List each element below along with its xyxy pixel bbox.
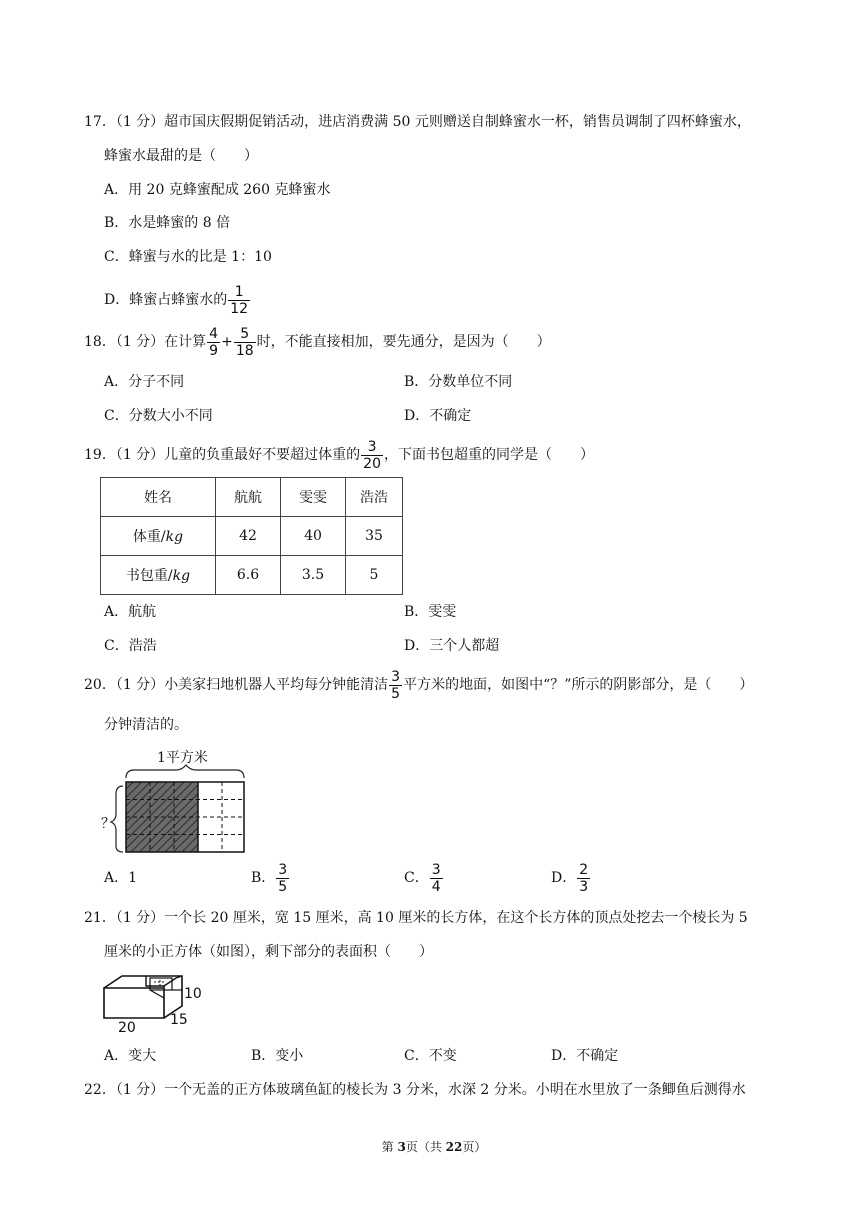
q18-option-d: D．不确定	[404, 408, 472, 424]
table-cell: 40	[281, 517, 346, 556]
q21-cuboid-figure	[100, 974, 210, 1034]
q20-figure-side-label: ？	[101, 816, 115, 832]
fraction-denominator: 4	[431, 878, 441, 895]
fraction-denominator: 18	[235, 342, 254, 359]
q20-option-a: A．1	[104, 870, 138, 886]
q20-option-d	[551, 860, 591, 896]
table-header-cell: 姓名	[101, 478, 216, 517]
table-header-cell: 航航	[216, 478, 281, 517]
row-label-unit: kg	[172, 568, 191, 584]
q20-figure-top-label: 1平方米	[157, 750, 208, 766]
row-label-text: 体重/	[132, 529, 166, 545]
q17-option-a: A．用 20 克蜂蜜配成 260 克蜂蜜水	[104, 182, 331, 198]
footer-text: 第	[381, 1140, 398, 1154]
q21-figure-width: 15	[170, 1012, 188, 1028]
q18-plus: +	[221, 334, 233, 350]
fraction-numerator: 3	[278, 861, 288, 878]
q17-stem-line1: 17．（1 分）超市国庆假期促销活动，进店消费满 50 元则赠送自制蜂蜜水一杯，销售员调制了四杯蜂蜜水，	[84, 114, 751, 130]
table-row	[101, 556, 403, 595]
footer-total-pages: 22	[445, 1140, 463, 1154]
q21-option-c: C．不变	[404, 1048, 457, 1064]
fraction-numerator: 3	[431, 861, 441, 878]
q20-option-c-fraction	[430, 862, 443, 895]
table-cell: 3.5	[281, 556, 346, 595]
table-cell: 35	[346, 517, 403, 556]
q20-option-b-fraction	[276, 862, 289, 895]
q21-option-a: A．变大	[104, 1048, 157, 1064]
table-row	[101, 478, 403, 517]
row-label-text: 书包重/	[125, 568, 173, 584]
table-row-label	[101, 517, 216, 556]
option-letter: D．	[551, 870, 577, 886]
footer-page-number: 3	[397, 1140, 406, 1154]
q20-stem-pre: 20．（1 分）小美家扫地机器人平均每分钟能清洁	[84, 677, 389, 693]
q20-option-b	[251, 860, 290, 896]
fraction-denominator: 20	[363, 455, 381, 472]
q19-option-b: B．雯雯	[404, 604, 457, 620]
q17-option-d-fraction	[228, 284, 250, 317]
q18-option-a: A．分子不同	[104, 374, 185, 390]
fraction-numerator: 1	[234, 283, 244, 300]
footer-text: 页）	[462, 1140, 487, 1154]
row-label-unit: kg	[165, 529, 184, 545]
q17-option-d	[104, 282, 251, 318]
option-letter: C．	[404, 870, 429, 886]
table-row	[101, 517, 403, 556]
q19-stem	[84, 437, 594, 473]
q20-stem-post: 平方米的地面，如图中“？”所示的阴影部分，是（ ）	[403, 677, 754, 693]
q17-option-d-text: D．蜂蜜占蜂蜜水的	[104, 292, 228, 308]
option-letter: B．	[251, 870, 276, 886]
q21-option-d: D．不确定	[551, 1048, 619, 1064]
q20-option-c	[404, 860, 444, 896]
fraction-denominator: 3	[579, 878, 589, 895]
table-cell: 5	[346, 556, 403, 595]
q19-option-d: D．三个人都超	[404, 638, 500, 654]
fraction-denominator: 9	[209, 342, 219, 359]
q20-fraction	[389, 669, 402, 702]
q18-stem-pre: 18．（1 分）在计算	[84, 334, 207, 350]
fraction-numerator: 3	[391, 668, 401, 685]
table-cell: 6.6	[216, 556, 281, 595]
q21-figure-length: 20	[118, 1020, 136, 1036]
table-cell: 42	[216, 517, 281, 556]
fraction-denominator: 12	[230, 300, 249, 317]
q20-option-d-fraction	[577, 862, 590, 895]
q18-stem-post: 时，不能直接相加，要先通分，是因为（ ）	[256, 334, 551, 350]
table-header-cell: 浩浩	[346, 478, 403, 517]
q18-option-c: C．分数大小不同	[104, 408, 213, 424]
fraction-denominator: 5	[391, 685, 401, 702]
q17-option-b: B．水是蜂蜜的 8 倍	[104, 215, 231, 231]
q21-figure-height: 10	[184, 986, 202, 1002]
q19-stem-post: ，下面书包超重的同学是（ ）	[384, 447, 594, 463]
fraction-denominator: 5	[278, 878, 288, 895]
q20-stem	[84, 667, 753, 703]
q18-fraction-2	[234, 326, 256, 359]
fraction-numerator: 2	[579, 861, 589, 878]
q19-option-c: C．浩浩	[104, 638, 157, 654]
q18-stem	[84, 324, 551, 360]
fraction-numerator: 3	[367, 438, 377, 455]
q19-weight-table	[100, 477, 403, 595]
q17-option-c: C．蜂蜜与水的比是 1：10	[104, 249, 272, 265]
q19-option-a: A．航航	[104, 604, 157, 620]
q21-stem-line1: 21．（1 分）一个长 20 厘米，宽 15 厘米，高 10 厘米的长方体，在这个长方体的顶点处挖去一个棱长为 5	[84, 910, 748, 926]
q20-grid-figure	[108, 764, 248, 856]
table-row-label	[101, 556, 216, 595]
q17-stem-line2: 蜂蜜水最甜的是（ ）	[104, 148, 258, 164]
q21-option-b: B．变小	[251, 1048, 304, 1064]
q19-fraction	[361, 439, 383, 472]
fraction-numerator: 4	[209, 325, 219, 342]
table-header-cell: 雯雯	[281, 478, 346, 517]
q19-stem-pre: 19．（1 分）儿童的负重最好不要超过体重的	[84, 447, 361, 463]
q21-stem-line2: 厘米的小正方体（如图），剩下部分的表面积（ ）	[104, 944, 433, 960]
footer-text: 页（共	[405, 1140, 446, 1154]
page-footer	[0, 1138, 868, 1155]
fraction-numerator: 5	[240, 325, 250, 342]
q18-option-b: B．分数单位不同	[404, 374, 513, 390]
q22-stem-line1: 22．（1 分）一个无盖的正方体玻璃鱼缸的棱长为 3 分米，水深 2 分米。小明在水里放了一条鲫鱼后测得水	[84, 1082, 746, 1098]
q20-stem-line2: 分钟清洁的。	[104, 717, 188, 733]
q18-fraction-1	[207, 326, 220, 359]
